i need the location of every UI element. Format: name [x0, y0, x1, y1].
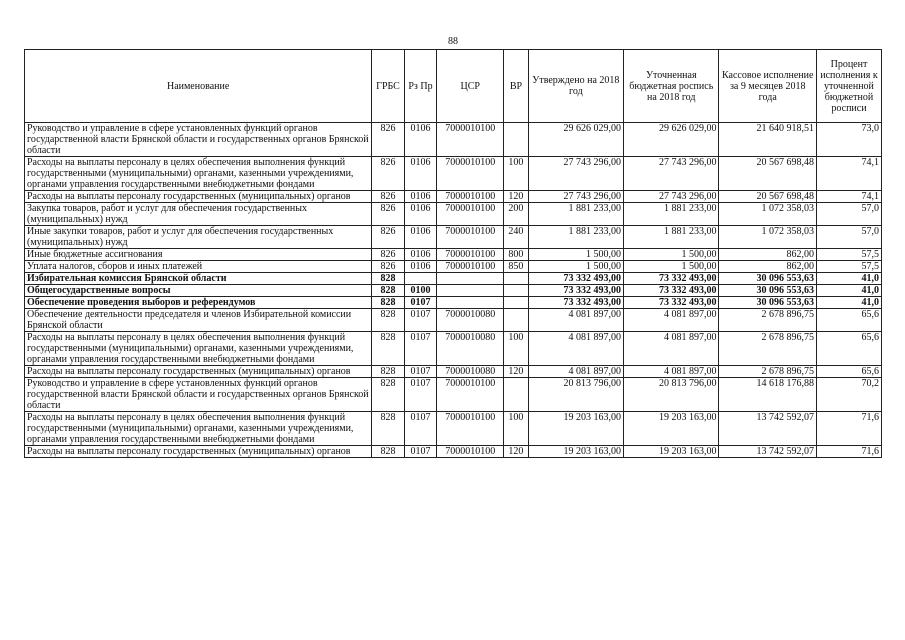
cell-percent: 57,0 — [816, 226, 881, 249]
header-row — [25, 50, 882, 123]
cell-rzpr: 0106 — [404, 226, 436, 249]
cell-grbs: 826 — [372, 226, 404, 249]
cell-vr — [504, 285, 528, 297]
cell-cash: 2 678 896,75 — [719, 309, 816, 332]
table-row — [25, 157, 882, 191]
cell-percent: 74,1 — [816, 191, 881, 203]
cell-cash: 20 567 698,48 — [719, 191, 816, 203]
cell-revised: 1 881 233,00 — [624, 226, 719, 249]
header-rzpr: Рз Пр — [404, 50, 436, 123]
table-row — [25, 191, 882, 203]
cell-vr — [504, 273, 528, 285]
cell-approved: 73 332 493,00 — [528, 273, 623, 285]
cell-rzpr: 0107 — [404, 412, 436, 446]
cell-percent: 65,6 — [816, 366, 881, 378]
cell-csr: 7000010100 — [437, 157, 504, 191]
cell-approved: 1 881 233,00 — [528, 203, 623, 226]
cell-grbs: 826 — [372, 203, 404, 226]
table-row — [25, 332, 882, 366]
cell-name: Расходы на выплаты персоналу государственных (муниципальных) органов — [25, 446, 372, 458]
cell-grbs: 828 — [372, 332, 404, 366]
cell-vr: 850 — [504, 261, 528, 273]
cell-cash: 1 072 358,03 — [719, 226, 816, 249]
cell-csr: 7000010100 — [437, 412, 504, 446]
cell-vr: 100 — [504, 412, 528, 446]
cell-name: Расходы на выплаты персоналу государственных (муниципальных) органов — [25, 366, 372, 378]
cell-percent: 57,5 — [816, 249, 881, 261]
cell-name: Руководство и управление в сфере установленных функций органов государственной власти Брянской области и государственных органов Брянской области — [25, 123, 372, 157]
cell-cash: 2 678 896,75 — [719, 366, 816, 378]
cell-revised: 27 743 296,00 — [624, 191, 719, 203]
table-row — [25, 273, 882, 285]
cell-rzpr: 0106 — [404, 123, 436, 157]
cell-name: Избирательная комиссия Брянской области — [25, 273, 372, 285]
cell-grbs: 826 — [372, 157, 404, 191]
cell-name: Расходы на выплаты персоналу государственных (муниципальных) органов — [25, 191, 372, 203]
table-row — [25, 378, 882, 412]
cell-grbs: 828 — [372, 366, 404, 378]
cell-name: Общегосударственные вопросы — [25, 285, 372, 297]
cell-vr — [504, 378, 528, 412]
cell-grbs: 828 — [372, 273, 404, 285]
cell-name: Обеспечение проведения выборов и референдумов — [25, 297, 372, 309]
cell-percent: 71,6 — [816, 412, 881, 446]
cell-name: Иные бюджетные ассигнования — [25, 249, 372, 261]
page-number: 88 — [448, 36, 458, 47]
cell-approved: 19 203 163,00 — [528, 446, 623, 458]
table-row — [25, 309, 882, 332]
cell-name: Руководство и управление в сфере установленных функций органов государственной власти Брянской области и государственных органов Брянской области — [25, 378, 372, 412]
cell-rzpr: 0106 — [404, 157, 436, 191]
cell-approved: 4 081 897,00 — [528, 366, 623, 378]
cell-csr: 7000010100 — [437, 191, 504, 203]
cell-rzpr: 0107 — [404, 332, 436, 366]
cell-grbs: 828 — [372, 378, 404, 412]
cell-cash: 21 640 918,51 — [719, 123, 816, 157]
cell-revised: 4 081 897,00 — [624, 309, 719, 332]
table-row — [25, 226, 882, 249]
table-row — [25, 297, 882, 309]
cell-csr: 7000010080 — [437, 309, 504, 332]
cell-approved: 4 081 897,00 — [528, 309, 623, 332]
table-row — [25, 446, 882, 458]
cell-csr: 7000010100 — [437, 226, 504, 249]
cell-vr: 100 — [504, 157, 528, 191]
cell-rzpr — [404, 273, 436, 285]
cell-revised: 4 081 897,00 — [624, 366, 719, 378]
cell-csr — [437, 273, 504, 285]
cell-grbs: 828 — [372, 446, 404, 458]
cell-rzpr: 0107 — [404, 309, 436, 332]
cell-grbs: 828 — [372, 412, 404, 446]
cell-approved: 29 626 029,00 — [528, 123, 623, 157]
table-row — [25, 249, 882, 261]
cell-revised: 73 332 493,00 — [624, 285, 719, 297]
table-row — [25, 366, 882, 378]
cell-rzpr: 0107 — [404, 446, 436, 458]
cell-rzpr: 0106 — [404, 191, 436, 203]
cell-csr: 7000010100 — [437, 203, 504, 226]
cell-csr: 7000010100 — [437, 123, 504, 157]
cell-name: Закупка товаров, работ и услуг для обеспечения государственных (муниципальных) нужд — [25, 203, 372, 226]
cell-csr: 7000010100 — [437, 446, 504, 458]
cell-revised: 20 813 796,00 — [624, 378, 719, 412]
cell-approved: 20 813 796,00 — [528, 378, 623, 412]
cell-csr: 7000010080 — [437, 366, 504, 378]
cell-rzpr: 0107 — [404, 366, 436, 378]
cell-revised: 19 203 163,00 — [624, 446, 719, 458]
cell-revised: 4 081 897,00 — [624, 332, 719, 366]
header-cash: Кассовое исполнение за 9 месяцев 2018 года — [719, 50, 816, 123]
cell-percent: 41,0 — [816, 297, 881, 309]
cell-revised: 27 743 296,00 — [624, 157, 719, 191]
cell-cash: 13 742 592,07 — [719, 446, 816, 458]
cell-approved: 1 881 233,00 — [528, 226, 623, 249]
cell-rzpr: 0107 — [404, 378, 436, 412]
cell-vr — [504, 123, 528, 157]
cell-csr — [437, 297, 504, 309]
header-csr: ЦСР — [437, 50, 504, 123]
cell-grbs: 826 — [372, 123, 404, 157]
cell-vr: 120 — [504, 446, 528, 458]
cell-percent: 71,6 — [816, 446, 881, 458]
cell-cash: 1 072 358,03 — [719, 203, 816, 226]
cell-vr — [504, 297, 528, 309]
table-body — [25, 123, 882, 458]
cell-percent: 57,5 — [816, 261, 881, 273]
table-row — [25, 261, 882, 273]
cell-approved: 1 500,00 — [528, 261, 623, 273]
cell-percent: 74,1 — [816, 157, 881, 191]
cell-cash: 14 618 176,88 — [719, 378, 816, 412]
table-row — [25, 123, 882, 157]
cell-revised: 29 626 029,00 — [624, 123, 719, 157]
header-revised: Уточненная бюджетная роспись на 2018 год — [624, 50, 719, 123]
cell-csr: 7000010080 — [437, 332, 504, 366]
cell-csr: 7000010100 — [437, 249, 504, 261]
table-row — [25, 203, 882, 226]
cell-name: Уплата налогов, сборов и иных платежей — [25, 261, 372, 273]
cell-name: Обеспечение деятельности председателя и членов Избирательной комиссии Брянской области — [25, 309, 372, 332]
cell-cash: 2 678 896,75 — [719, 332, 816, 366]
cell-cash: 30 096 553,63 — [719, 273, 816, 285]
cell-rzpr: 0106 — [404, 261, 436, 273]
header-name: Наименование — [25, 50, 372, 123]
cell-approved: 27 743 296,00 — [528, 191, 623, 203]
cell-rzpr: 0106 — [404, 249, 436, 261]
cell-name: Иные закупки товаров, работ и услуг для обеспечения государственных (муниципальных) нужд — [25, 226, 372, 249]
cell-percent: 70,2 — [816, 378, 881, 412]
cell-grbs: 828 — [372, 309, 404, 332]
cell-percent: 41,0 — [816, 285, 881, 297]
cell-revised: 1 881 233,00 — [624, 203, 719, 226]
cell-grbs: 828 — [372, 285, 404, 297]
cell-vr: 800 — [504, 249, 528, 261]
table-row — [25, 285, 882, 297]
cell-grbs: 826 — [372, 191, 404, 203]
cell-percent: 41,0 — [816, 273, 881, 285]
cell-csr: 7000010100 — [437, 261, 504, 273]
cell-cash: 20 567 698,48 — [719, 157, 816, 191]
cell-revised: 73 332 493,00 — [624, 297, 719, 309]
cell-approved: 1 500,00 — [528, 249, 623, 261]
cell-rzpr: 0106 — [404, 203, 436, 226]
cell-name: Расходы на выплаты персоналу в целях обеспечения выполнения функций государственными (муниципальными) органами, казенными учреждениями, органами управления государственными внебюджетными фондами — [25, 332, 372, 366]
cell-cash: 13 742 592,07 — [719, 412, 816, 446]
header-vr: ВР — [504, 50, 528, 123]
cell-cash: 30 096 553,63 — [719, 285, 816, 297]
cell-cash: 862,00 — [719, 249, 816, 261]
cell-vr: 120 — [504, 191, 528, 203]
cell-rzpr: 0107 — [404, 297, 436, 309]
cell-vr — [504, 309, 528, 332]
header-approved: Утверждено на 2018 год — [528, 50, 623, 123]
cell-approved: 27 743 296,00 — [528, 157, 623, 191]
cell-rzpr: 0100 — [404, 285, 436, 297]
cell-percent: 65,6 — [816, 332, 881, 366]
cell-vr: 120 — [504, 366, 528, 378]
cell-grbs: 828 — [372, 297, 404, 309]
table-row — [25, 412, 882, 446]
cell-vr: 200 — [504, 203, 528, 226]
cell-cash: 862,00 — [719, 261, 816, 273]
cell-cash: 30 096 553,63 — [719, 297, 816, 309]
cell-revised: 19 203 163,00 — [624, 412, 719, 446]
header-percent: Процент исполнения к уточненной бюджетной росписи — [816, 50, 881, 123]
cell-approved: 19 203 163,00 — [528, 412, 623, 446]
cell-percent: 65,6 — [816, 309, 881, 332]
budget-table — [24, 49, 882, 458]
header-grbs: ГРБС — [372, 50, 404, 123]
cell-percent: 57,0 — [816, 203, 881, 226]
cell-approved: 73 332 493,00 — [528, 297, 623, 309]
cell-revised: 1 500,00 — [624, 261, 719, 273]
cell-csr — [437, 285, 504, 297]
cell-name: Расходы на выплаты персоналу в целях обеспечения выполнения функций государственными (муниципальными) органами, казенными учреждениями, органами управления государственными внебюджетными фондами — [25, 412, 372, 446]
cell-grbs: 826 — [372, 261, 404, 273]
cell-name: Расходы на выплаты персоналу в целях обеспечения выполнения функций государственными (муниципальными) органами, казенными учреждениями, органами управления государственными внебюджетными фондами — [25, 157, 372, 191]
cell-csr: 7000010100 — [437, 378, 504, 412]
cell-revised: 1 500,00 — [624, 249, 719, 261]
cell-vr: 240 — [504, 226, 528, 249]
cell-revised: 73 332 493,00 — [624, 273, 719, 285]
cell-approved: 4 081 897,00 — [528, 332, 623, 366]
cell-grbs: 826 — [372, 249, 404, 261]
cell-approved: 73 332 493,00 — [528, 285, 623, 297]
cell-vr: 100 — [504, 332, 528, 366]
cell-percent: 73,0 — [816, 123, 881, 157]
